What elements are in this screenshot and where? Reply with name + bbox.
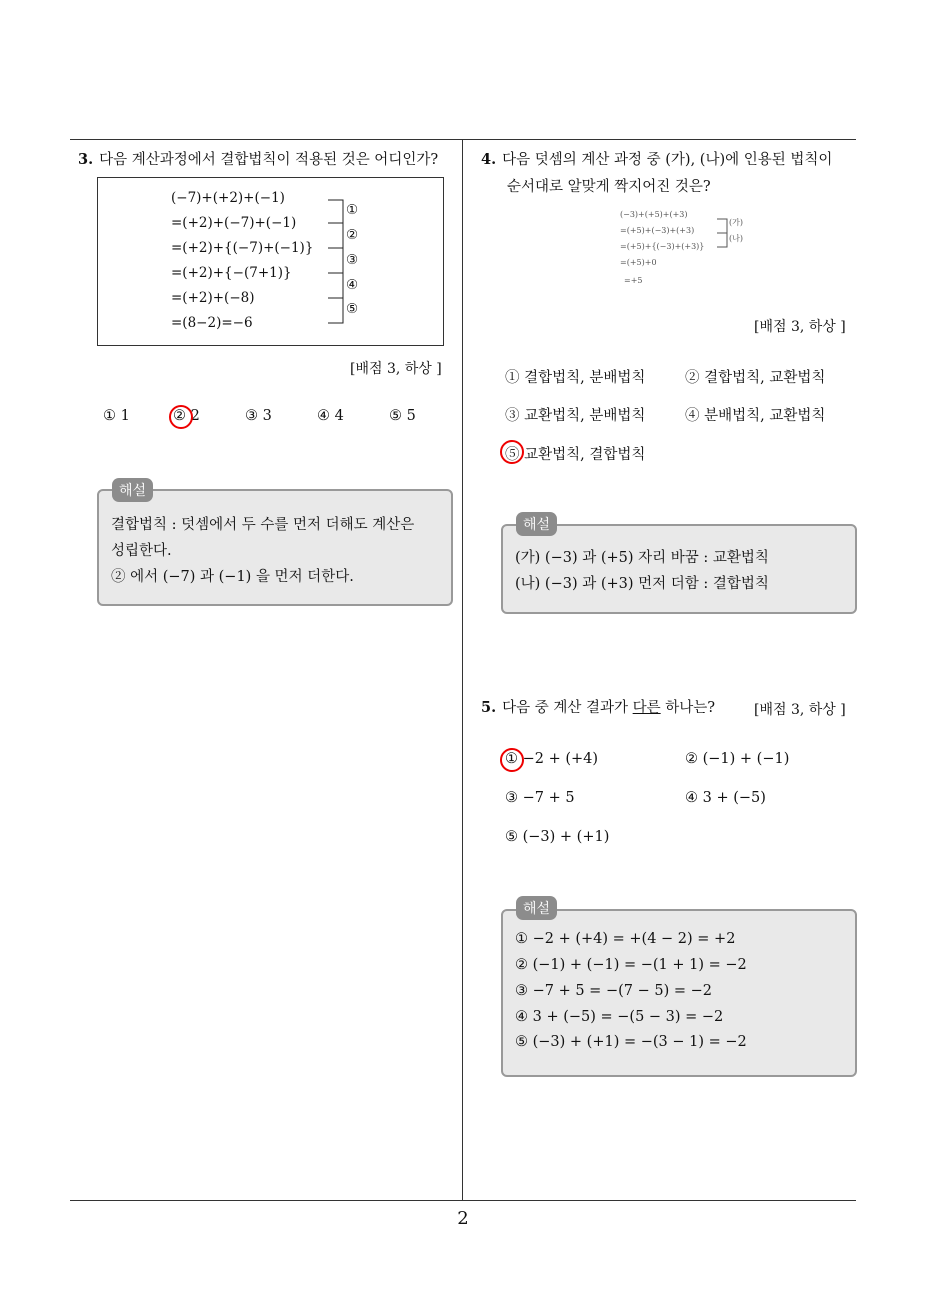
q3-mark-2: ② <box>346 227 359 243</box>
q3-answer-mark <box>169 405 193 429</box>
q4-question <box>481 146 832 174</box>
q3-option-2[interactable]: ② 2 <box>173 408 200 424</box>
q3-mark-4: ④ <box>346 277 359 293</box>
q5-answer-mark <box>500 748 524 772</box>
top-rule <box>70 139 856 140</box>
q3-step-1: =(+2)+(−7)+(−1) <box>171 215 297 231</box>
q5-option-1[interactable]: ① −2 + (+4) <box>505 751 599 767</box>
q4-option-3[interactable]: ③ 교환법칙, 분배법칙 <box>505 408 646 424</box>
q5-meta: [배점 3, 하상 ] <box>754 702 846 718</box>
q4-step-2: =(+5)+{(−3)+(+3)} <box>620 242 705 251</box>
q3-mark-5: ⑤ <box>346 301 359 317</box>
q5-explanation-line-1: ① −2 + (+4) = +(4 − 2) = +2 <box>515 931 736 947</box>
q3-option-3[interactable]: ③ 3 <box>245 408 272 424</box>
q4-meta: [배점 3, 하상 ] <box>754 319 846 335</box>
q5-explanation-tag: 해설 <box>516 896 557 920</box>
q3-explanation-line-3: ② 에서 (−7) 과 (−1) 을 먼저 더한다. <box>111 569 354 585</box>
q5-option-2[interactable]: ② (−1) + (−1) <box>685 751 790 767</box>
q3-explanation-tag: 해설 <box>112 478 153 502</box>
q4-explanation-box <box>501 524 857 614</box>
q3-mark-3: ③ <box>346 252 359 268</box>
q4-answer-mark <box>500 440 524 464</box>
q5-question <box>481 694 715 722</box>
page-number: 2 <box>457 1208 469 1229</box>
q5-text-after: 하나는? <box>660 700 716 716</box>
q4-mark-ga: (가) <box>729 218 743 227</box>
q3-option-4[interactable]: ④ 4 <box>317 408 344 424</box>
q5-explanation-line-4: ④ 3 + (−5) = −(5 − 3) = −2 <box>515 1009 724 1025</box>
q4-option-2[interactable]: ② 결합법칙, 교환법칙 <box>685 370 826 386</box>
column-divider <box>462 139 463 1201</box>
q4-step-0: (−3)+(+5)+(+3) <box>620 210 688 219</box>
q3-meta: [배점 3, 하상 ] <box>350 361 442 377</box>
q4-mark-na: (나) <box>729 234 743 243</box>
q3-number: 3. <box>78 151 94 168</box>
q4-explanation-line-1: (가) (−3) 과 (+5) 자리 바꿈 : 교환법칙 <box>515 550 769 566</box>
q5-explanation-line-5: ⑤ (−3) + (+1) = −(3 − 1) = −2 <box>515 1034 747 1050</box>
q3-bracket-lines <box>98 178 445 347</box>
q4-question-line-2: 순서대로 알맞게 짝지어진 것은? <box>507 179 711 195</box>
q4-step-4: =+5 <box>624 276 643 285</box>
q3-explanation-line-1: 결합법칙 : 덧셈에서 두 수를 먼저 더해도 계산은 <box>111 517 415 533</box>
q4-step-1: =(+5)+(−3)+(+3) <box>620 226 695 235</box>
q5-number: 5. <box>481 699 497 716</box>
q4-text-1: 다음 덧셈의 계산 과정 중 (가), (나)에 인용된 법칙이 <box>502 152 833 168</box>
q5-text-underlined: 다른 <box>632 700 661 716</box>
q4-option-5[interactable]: ⑤ 교환법칙, 결합법칙 <box>505 447 646 463</box>
q3-step-5: =(8−2)=−6 <box>171 315 253 331</box>
q3-option-5[interactable]: ⑤ 5 <box>389 408 416 424</box>
q3-step-0: (−7)+(+2)+(−1) <box>171 190 285 206</box>
q4-step-3: =(+5)+0 <box>620 258 657 267</box>
q5-text-before: 다음 중 계산 결과가 <box>502 700 633 716</box>
q3-mark-1: ① <box>346 202 359 218</box>
bottom-rule <box>70 1200 856 1201</box>
q5-explanation-line-3: ③ −7 + 5 = −(7 − 5) = −2 <box>515 983 712 999</box>
q3-step-2: =(+2)+{(−7)+(−1)} <box>171 240 314 256</box>
q3-explanation-box <box>97 489 453 606</box>
q3-question <box>78 146 438 174</box>
q5-explanation-box <box>501 909 857 1077</box>
q4-explanation-tag: 해설 <box>516 512 557 536</box>
q3-text: 다음 계산과정에서 결합법칙이 적용된 것은 어디인가? <box>99 152 439 168</box>
q4-option-4[interactable]: ④ 분배법칙, 교환법칙 <box>685 408 826 424</box>
q5-option-4[interactable]: ④ 3 + (−5) <box>685 790 766 806</box>
q3-step-4: =(+2)+(−8) <box>171 290 255 306</box>
q3-step-3: =(+2)+{−(7+1)} <box>171 265 292 281</box>
q4-number: 4. <box>481 151 497 168</box>
q3-equation-box <box>97 177 444 346</box>
q4-option-1[interactable]: ① 결합법칙, 분배법칙 <box>505 370 646 386</box>
q3-option-1[interactable]: ① 1 <box>103 408 130 424</box>
q5-option-5[interactable]: ⑤ (−3) + (+1) <box>505 829 610 845</box>
q3-explanation-line-2: 성립한다. <box>111 543 172 559</box>
q5-explanation-line-2: ② (−1) + (−1) = −(1 + 1) = −2 <box>515 957 747 973</box>
q5-option-3[interactable]: ③ −7 + 5 <box>505 790 575 806</box>
q4-explanation-line-2: (나) (−3) 과 (+3) 먼저 더함 : 결합법칙 <box>515 576 769 592</box>
